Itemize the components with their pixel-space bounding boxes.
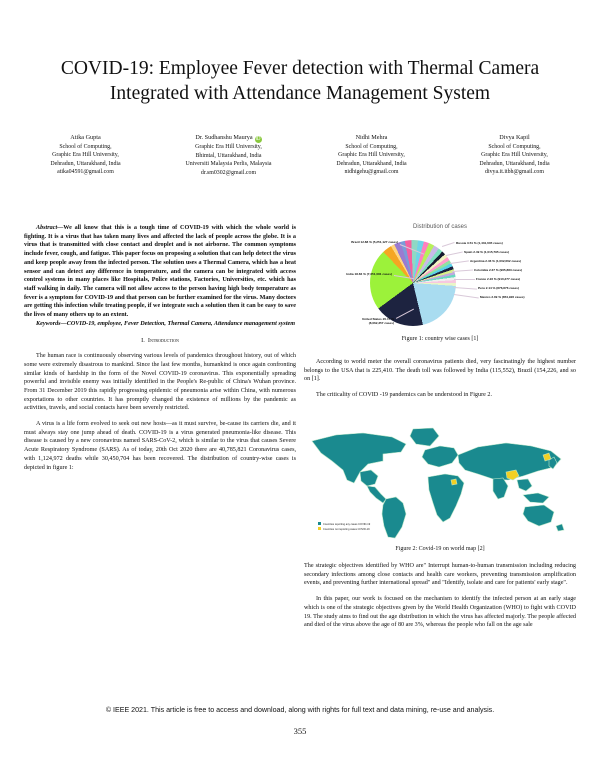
pie-chart: [304, 236, 576, 334]
keywords-text: COVID-19, employee, Fever Detection, Thermal Camera, Attendance management system: [66, 320, 296, 327]
pie-label-russia: Russia 3.51 % (1,431,635 cases): [456, 241, 503, 245]
page-title: COVID-19: Employee Fever detection with Thermal Camera Integrated with Attendance Management System: [60, 58, 540, 104]
author-2-name: [157, 134, 300, 143]
author-4-name: Divya Kapil: [499, 134, 530, 141]
author-1-line-2: Graphic Era Hill University,: [52, 152, 119, 159]
author-1-line-1: School of Computing,: [59, 143, 112, 150]
pie-leader-spain: [446, 251, 463, 255]
author-3-email: nidhigehu@gmail.com: [344, 169, 399, 176]
author-3-line-1: School of Computing,: [345, 143, 398, 150]
pie-leader-mexico: [454, 294, 479, 298]
author-4-line-2: Graphic Era Hill University,: [481, 152, 548, 159]
author-3: [300, 134, 443, 177]
pie-label-spain: Spain 2.49 % (1,015,795 cases): [464, 250, 510, 254]
pie-leader-france: [454, 279, 475, 280]
map-legend-item-not-reporting: [318, 527, 370, 532]
left-column: [24, 224, 296, 472]
author-2: [157, 134, 300, 177]
left-paragraph-1: The human race is continuously observing various levels of pandemics throughout history, out of which some were extremely disastrous to mankind. Since the last few months, humankind is once again confronting similar kinds of hardship in the form of the Novel COVID-19 coronavirus. This exponentially spreading powerful and invisible enemy was initially identified in the People's Re-public of China's Wuhan province. From 31 December 2019 this rapidly progressing epidemic of pneumonia arise within China, with numerous exportations to other countries. It has promptly changed the existence of millions by the pandemic as activities, travels, and social contacts have been severely restricted.: [24, 353, 296, 412]
keywords-paragraph: [24, 320, 296, 329]
pie-label-brazil: Brazil 12.88 % (5,251,127 cases): [351, 240, 398, 244]
section-heading-introduction: [24, 337, 296, 346]
orcid-icon[interactable]: iD: [255, 136, 261, 142]
author-1-email: atika04591@gmail.com: [57, 169, 114, 176]
pie-label-mexico: Mexico 2.09 % (854,926 cases): [480, 295, 525, 299]
pie-label-united-states: [308, 317, 394, 325]
pie-label-us-name: United States: [361, 317, 382, 321]
pie-label-india: India 18.66 % (7,651,081 cases): [346, 272, 392, 276]
author-1: [14, 134, 157, 177]
right-paragraph-3: The strategic objectives identified by WHO are" Interrupt human-to-human transmission including reducing secondary infections among close contacts and health care workers, preventing transmission amplification events, and preventing further international spread" and "Identify, isolate and care for patients' early stage".: [304, 563, 576, 587]
author-1-name: Atika Gupta: [70, 134, 101, 141]
pie-label-us-pct: 20.17 %: [382, 317, 394, 321]
left-paragraph-2: A virus is a life form evolved to seek out new hosts—as it must survive, be-cause its carriers die, and it must always stay one jump ahead of death. COVID-19 is a virus generated pneumonia-like disease. This disease is caused by a new coronavirus named SARS-CoV-2, which is similar to the virus that causes Severe Acute Respiratory Syndrome (SARS). As of today, 20th Oct 2020 there are 40,785,821 Coronavirus cases, with 1,124,972 deaths while 30,450,704 has been recovered. The distribution of country-wise cases is depicted in figure 1:: [24, 421, 296, 471]
chart-title: Distribution of cases: [412, 224, 468, 230]
figure-2-caption: Figure 2: Covid-19 on world map [2]: [395, 546, 485, 552]
conference-sidebar-strip: [0, 0, 15, 776]
author-4-line-1: School of Computing,: [488, 143, 541, 150]
right-column-bottom: [304, 562, 576, 630]
pie-label-france: France 2.23 % (910,277 cases): [476, 277, 521, 281]
author-3-name: Nidhi Mehra: [355, 134, 388, 141]
footer-copyright: © IEEE 2021. This article is free to access and download, along with rights for full text and data mining, re-use and analysis.: [105, 706, 495, 714]
pie-slices: [370, 240, 456, 326]
right-column-top: [304, 358, 576, 400]
author-block: [14, 134, 586, 177]
legend-swatch-teal-icon: [318, 522, 321, 525]
pie-leader-peru: [454, 287, 477, 289]
figure-1-caption: Figure 1: country wise cases [1]: [401, 336, 479, 342]
author-4-line-3: Dehradun, Uttarakhand, India: [479, 160, 550, 167]
right-paragraph-2: The criticality of COVID -19 pandemics can be understood in Figure 2.: [316, 392, 492, 399]
pie-label-colombia: Colombia 2.37 % (965,883 cases): [474, 268, 523, 272]
author-2-email: dr.sm0302@gmail.com: [200, 169, 257, 176]
section-number: I.: [141, 337, 145, 345]
author-2-line-1: Graphic Era Hill University,: [195, 144, 262, 150]
keywords-label: Keywords—: [36, 320, 67, 327]
abstract-paragraph: [24, 224, 296, 320]
legend-swatch-yellow-icon: [318, 527, 321, 530]
pie-leader-argentina: [450, 260, 469, 263]
author-2-line-3: Universiti Malaysia Perlis, Malaysia: [185, 161, 272, 168]
abstract-label: Abstract—: [36, 225, 64, 231]
abstract-text: We all know that this is a tough time of COVID-19 with which the whole world is fighting. It is a virus that has taken many lives and affected the lack of people across the globe. It is a virus that is transmitted with close contact and droplet and is not airborne. The common symptoms include fever, cough, and fatigue. This paper focus on proposing a solution that can help detect the virus and keep people away from the infected person. The solution uses a Thermal Camera, which has a heat sensor and can detect any difference in temperature, and the camera can be integrated with access control systems in many places like Hospitals, Police stations, Factories, Universities, etc. which has staff walking in daily. The camera will not allow access to the person having high body temperature as fever is a symptom for COVID-19 and that person can be further examined for the virus. Many doctors are getting this infection while treating people, if we integrate such a solution then it can be easy to save the lives of many others up to an extent.: [24, 225, 296, 319]
figure-2: [304, 424, 576, 559]
section-title: Introduction: [147, 337, 179, 345]
map-legend-label-reporting: Countries reporting any cases COVID-19: [323, 522, 371, 526]
pie-leader-colombia: [452, 270, 473, 272]
pie-label-peru: Peru 2.14 % (876,876 cases): [478, 286, 519, 290]
author-3-line-3: Dehradun, Uttarakhand, India: [336, 160, 407, 167]
figure-1: [304, 224, 576, 349]
pie-leader-russia: [442, 242, 455, 246]
pie-label-us-cases: (8,062,357 cases): [368, 321, 394, 326]
page-number: 355: [293, 726, 307, 736]
right-paragraph-4: In this paper, our work is focused on the mechanism to identify the infected person at an early stage which is one of the strategic objectives given by the World Health Organization (WHO) to fight with COVID 19. The study aims to find out the age distribution in which the virus has affected majorly. The people affected and died of the virus above the age of 80 are 3%, whereas the people who fall on the age sale: [304, 596, 576, 629]
pie-label-argentina: Argentina 2.46 % (1,002,662 cases): [470, 259, 522, 263]
author-4: [443, 134, 586, 177]
author-2-line-2: Bhimtal, Uttarakhand, India: [195, 152, 262, 159]
world-map-image: [308, 424, 572, 544]
author-4-email: divya.it.itbh@gmail.com: [485, 169, 544, 176]
author-3-line-2: Graphic Era Hill University,: [338, 152, 405, 159]
map-legend: [318, 522, 370, 532]
author-2-name-text: Dr. Sudhanshu Maurya: [195, 134, 253, 141]
author-1-line-3: Dehradun, Uttarakhand, India: [50, 160, 121, 167]
map-legend-label-not-reporting: Countries not reporting cases COVID-19: [323, 527, 370, 531]
right-paragraph-1: According to world meter the overall coronavirus patients died, very fascinatingly the highest number belongs to the USA that is 225,410. The death toll was followed by India (115,552), Brazil (154,226, and so on [1].: [304, 359, 576, 383]
